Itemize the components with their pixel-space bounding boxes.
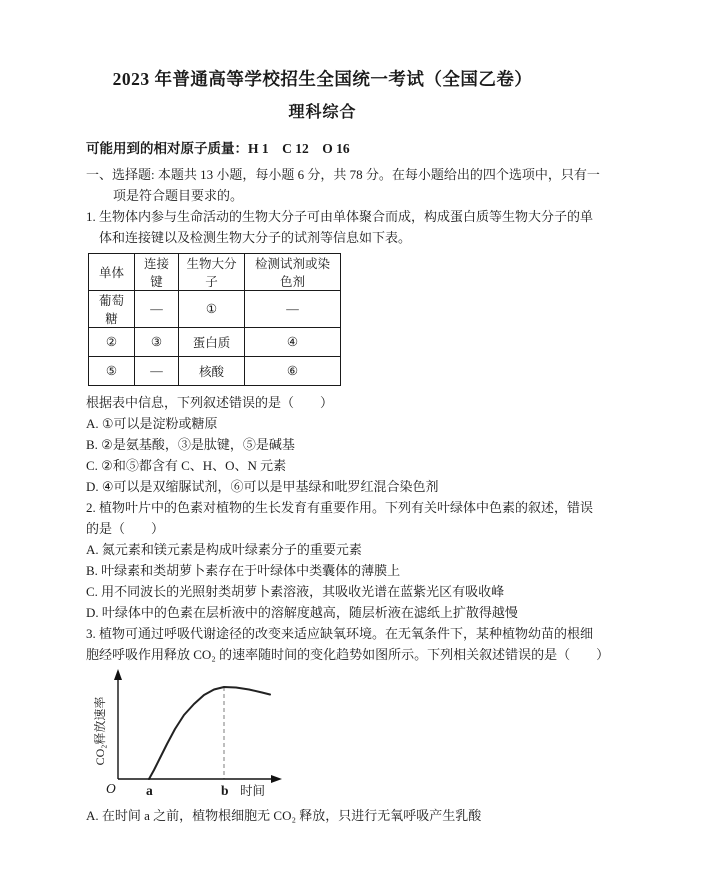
table-cell: ①	[179, 291, 245, 328]
co2-curve	[149, 687, 270, 779]
y-axis-arrow-icon	[114, 669, 122, 680]
q2-option-b: B. 叶绿素和类胡萝卜素存在于叶绿体中类囊体的薄膜上	[86, 563, 401, 578]
q1-table-header-macromolecule: 生物大分子	[179, 254, 245, 291]
q2-option-c: C. 用不同波长的光照射类胡萝卜素溶液，其吸收光谱在蓝紫光区有吸收峰	[86, 584, 505, 599]
question-1	[86, 206, 635, 497]
table-cell: ③	[135, 328, 179, 357]
q1-table-header-reagent: 检测试剂或染色剂	[245, 254, 341, 291]
co2-release-rate-chart	[94, 667, 304, 805]
q2-stem-line1: 2. 植物叶片中的色素对植物的生长发育有重要作用。下列有关叶绿体中色素的叙述，错误	[86, 500, 594, 515]
q3-stem-line2: 胞经呼吸作用释放 CO₂ 的速率随时间的变化趋势如图所示。下列相关叙述错误的是（ ）	[86, 647, 610, 662]
q1-option-c: C. ②和⑤都含有 C、H、O、N 元素	[86, 458, 287, 473]
exam-title: 2023 年普通高等学校招生全国统一考试（全国乙卷）	[112, 69, 533, 89]
q3-figure	[94, 667, 635, 805]
exam-header	[48, 68, 597, 124]
table-cell: 核酸	[179, 357, 245, 386]
table-cell: —	[135, 291, 179, 328]
q1-option-b: B. ②是氨基酸，③是肽键，⑤是碱基	[86, 437, 295, 452]
q1-table	[88, 253, 341, 386]
q2-option-a: A. 氮元素和镁元素是构成叶绿素分子的重要元素	[86, 542, 362, 557]
exam-subtitle: 理科综合	[288, 104, 357, 121]
x-tick-a: a	[146, 783, 153, 798]
q1-option-a: A. ①可以是淀粉或糖原	[86, 416, 218, 431]
section-intro-line2: 项是符合题目要求的。	[113, 188, 244, 203]
section-intro-line1: 一、选择题: 本题共 13 小题，每小题 6 分，共 78 分。在每小题给出的四个选项中，只有一	[86, 167, 600, 182]
table-cell: ⑥	[245, 357, 341, 386]
table-cell: —	[245, 291, 341, 328]
origin-label: O	[106, 781, 116, 796]
table-cell: 蛋白质	[179, 328, 245, 357]
table-row	[89, 291, 341, 328]
table-row	[89, 328, 341, 357]
table-cell: —	[135, 357, 179, 386]
q2-stem-line2: 的是（ ）	[86, 521, 165, 536]
q1-table-header-row	[89, 254, 341, 291]
x-axis-label: 时间	[240, 784, 266, 798]
q1-option-d: D. ④可以是双缩脲试剂，⑥可以是甲基绿和吡罗红混合染色剂	[86, 479, 439, 494]
q1-stem-line2: 体和连接键以及检测生物大分子的试剂等信息如下表。	[99, 230, 412, 245]
table-cell: ④	[245, 328, 341, 357]
question-3	[86, 623, 635, 826]
atomic-mass-note: 可能用到的相对原子质量：H 1 C 12 O 16	[86, 141, 350, 156]
q3-stem-line1: 3. 植物可通过呼吸代谢途径的改变来适应缺氧环境。在无氧条件下，某种植物幼苗的根细	[86, 626, 594, 641]
q1-prompt: 根据表中信息，下列叙述错误的是（ ）	[86, 395, 334, 410]
table-cell: ②	[89, 328, 135, 357]
q2-option-d: D. 叶绿体中的色素在层析液中的溶解度越高，随层析液在滤纸上扩散得越慢	[86, 605, 518, 620]
q1-stem-line1: 1. 生物体内参与生命活动的生物大分子可由单体聚合而成，构成蛋白质等生物大分子的单	[86, 209, 594, 224]
x-axis-arrow-icon	[271, 775, 282, 783]
table-cell: 葡萄糖	[89, 291, 135, 328]
table-row	[89, 357, 341, 386]
y-axis-label: CO₂释放速率	[94, 696, 107, 766]
q1-table-header-monomer: 单体	[89, 254, 135, 291]
q1-table-header-bond: 连接键	[135, 254, 179, 291]
x-tick-b: b	[221, 783, 229, 798]
question-2	[86, 497, 635, 623]
table-cell: ⑤	[89, 357, 135, 386]
q3-option-a: A. 在时间 a 之前，植物根细胞无 CO₂ 释放，只进行无氧呼吸产生乳酸	[86, 808, 482, 823]
